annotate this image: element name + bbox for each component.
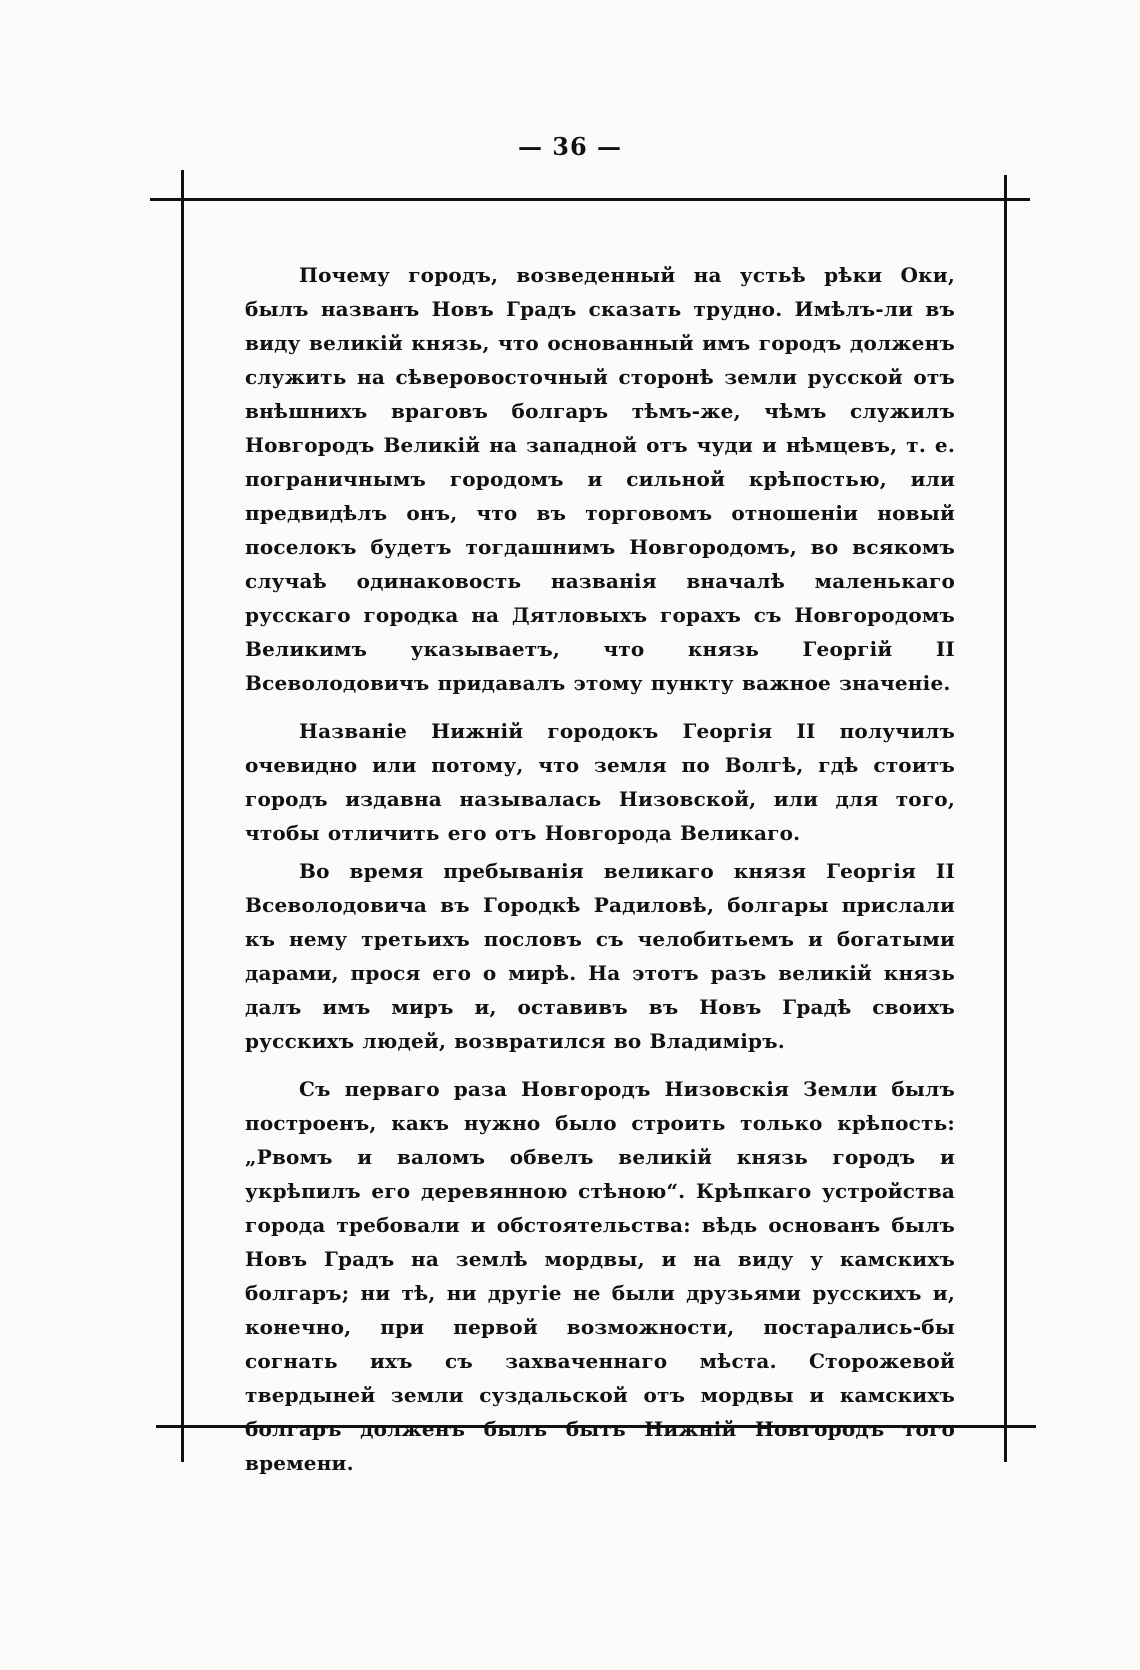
- paragraph-4: Съ перваго раза Новгородъ Низовскія Земли былъ построенъ, какъ нужно было строить только крѣпость: „Рвомъ и валомъ обвелъ великій князь городъ и укрѣпилъ его деревянною стѣною“. Крѣпкаго устройства города требовали и обстоятельства: вѣдь основанъ былъ Новъ Градъ на землѣ мордвы, и на виду у камскихъ болгаръ; ни тѣ, ни другіе не были друзьями русскихъ и, конечно, при первой возможности, постарались-бы согнать ихъ съ захваченнаго мѣста. Сторожевой твердыней земли суздальской отъ мордвы и камскихъ болгаръ долженъ былъ быть Нижній Новгородъ того времени.: [245, 1077, 955, 1475]
- left-border-rule: [181, 170, 184, 1462]
- paragraph-3: Во время пребыванія великаго князя Георгія II Всеволодовича въ Городкѣ Радиловѣ, болгары прислали къ нему третьихъ пословъ съ челобитьемъ и богатыми дарами, прося его о мирѣ. На этотъ разъ великій князь далъ имъ миръ и, оставивъ въ Новъ Градѣ своихъ русскихъ людей, возвратился во Владиміръ.: [245, 859, 955, 1053]
- page-number: — 36 —: [517, 132, 623, 161]
- body-text: [245, 258, 955, 1480]
- top-border-rule: [150, 198, 1030, 201]
- paragraph-1: Почему городъ, возведенный на устьѣ рѣки Оки, былъ названъ Новъ Градъ сказать трудно. Имѣлъ-ли въ виду великій князь, что основанный имъ городъ долженъ служить на сѣверовосточный сторонѣ земли русской отъ внѣшнихъ враговъ болгаръ тѣмъ-же, чѣмъ служилъ Новгородъ Великій на западной отъ чуди и нѣмцевъ, т. е. пограничнымъ городомъ и сильной крѣпостью, или предвидѣлъ онъ, что въ торговомъ отношеніи новый поселокъ будетъ тогдашнимъ Новгородомъ, во всякомъ случаѣ одинаковость названія вначалѣ маленькаго русскаго городка на Дятловыхъ горахъ съ Новгородомъ Великимъ указываетъ, что князь Георгій II Всеволодовичъ придавалъ этому пункту важное значеніе.: [245, 263, 955, 695]
- right-border-rule: [1004, 175, 1007, 1462]
- paragraph-2: Названіе Нижній городокъ Георгія II получилъ очевидно или потому, что земля по Волгѣ, гдѣ стоитъ городъ издавна называлась Низовской, или для того, чтобы отличить его отъ Новгорода Великаго.: [245, 719, 955, 845]
